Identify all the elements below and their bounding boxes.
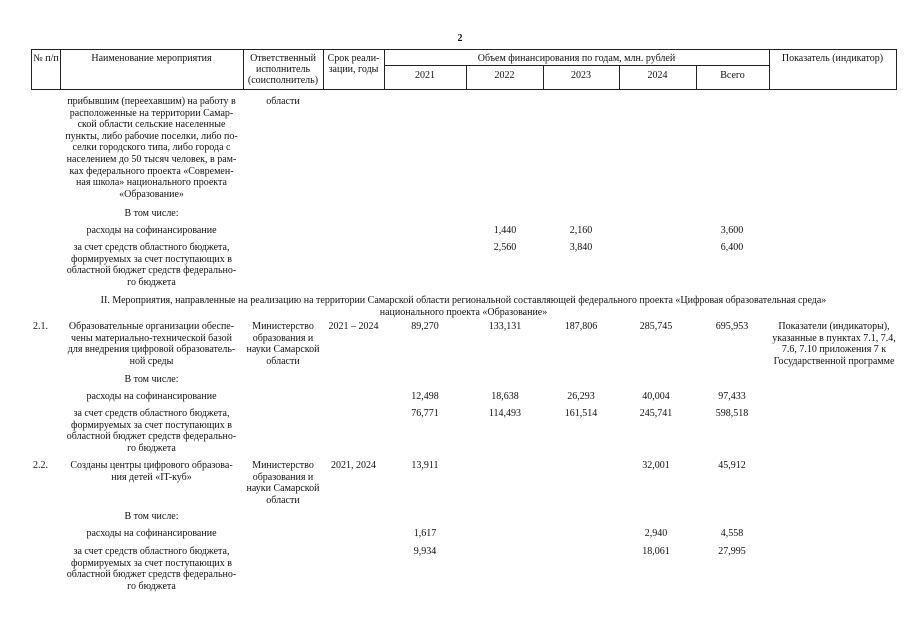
row22-cofin-total: 4,558 [720,528,744,539]
text-line: ная школа» национального проекта [76,177,227,189]
block1-resp: области [266,96,300,107]
text-line: областной бюджет средств федерально- [66,569,237,581]
text-line: за счет средств областного бюджета, [73,408,230,419]
block1-cofin-2023: 2,160 [569,225,593,236]
header-year: 2021 [415,70,435,81]
row21-term: 2021 – 2024 [328,321,379,332]
text-line: науки Самарской [246,483,320,495]
block1-regional-2022: 2,560 [493,242,517,253]
text-line: для внедрения цифровой образователь- [67,344,236,356]
row21-regional-2021: 76,771 [411,408,439,419]
text-line: «Образование» [119,188,184,200]
text-line: области [266,494,300,506]
block1-cofin-label: расходы на софинансирование [86,225,217,236]
text-line: 7.6, 7.10 приложения 7 к [781,344,887,356]
block1-name [60,96,243,200]
text-line: образования и [252,471,314,483]
row21-2021: 89,270 [411,321,439,332]
row21-regional-label [60,408,243,454]
text-line: прибывшим (переехавшим) на работу в [67,96,236,107]
text-line: областной бюджет средств федерально- [66,431,237,443]
text-line: Созданы центры цифрового образова- [70,460,233,471]
text-line: Показатели (индикаторы), [778,321,890,332]
row-number: 2.1. [33,321,48,332]
row22-regional-2024: 18,061 [642,546,670,557]
row21-regional-total: 598,518 [715,408,749,419]
row22-2024: 32,001 [642,460,670,471]
header-col-resp-line: (соисполнитель) [247,75,319,86]
text-line: населением до 50 тысяч человек, в рам- [66,153,237,165]
text-line: го бюджета [127,276,176,288]
row21-2022: 133,131 [488,321,522,332]
text-line: Образовательные организации обеспе- [68,321,235,332]
text-line: Государственной программе [773,355,895,367]
header-col-term [323,53,384,75]
row21-2024: 285,745 [639,321,673,332]
header-col-resp-line: исполнитель [255,64,311,75]
text-line: го бюджета [127,580,176,592]
block1-regional-total: 6,400 [720,242,744,253]
row21-total: 695,953 [715,321,749,332]
block1-incl: В том числе: [124,208,179,219]
text-line: ной среды [129,355,174,367]
text-line: ской области сельские населенные [77,119,226,131]
row21-cofin-2024: 40,004 [642,391,670,402]
text-line: за счет средств областного бюджета, [73,546,230,557]
row22-cofin-label: расходы на софинансирование [86,528,217,539]
text-line: указанные в пунктах 7.1, 7.4, [772,332,896,344]
row22-incl: В том числе: [124,511,179,522]
section-ii-heading [31,295,896,318]
row21-regional-2023: 161,514 [564,408,598,419]
header-col-finance: Объем финансирования по годам, млн. рублей [477,53,676,64]
text-line: областной бюджет средств федерально- [66,265,237,277]
text-line: ния детей «IT-куб» [111,471,192,483]
row22-cofin-2021: 1,617 [413,528,437,539]
row21-regional-2022: 114,493 [488,408,522,419]
row22-name [60,460,243,483]
row21-cofin-2021: 12,498 [411,391,439,402]
header-bottom-border [31,89,896,90]
header-col-term-line: Срок реали- [327,53,380,64]
header-col-no: № п/п [33,53,59,64]
text-line: ках федерального проекта «Современ- [69,165,234,177]
header-year-total: Всего [720,70,745,81]
text-line: формируемых за счет поступающих в [70,419,232,431]
row22-regional-total: 27,995 [718,546,746,557]
row21-cofin-label: расходы на софинансирование [86,391,217,402]
block1-cofin-total: 3,600 [720,225,744,236]
text-line: науки Самарской [246,344,320,356]
header-col-indicator: Показатель (индикатор) [781,53,884,64]
row22-regional-2021: 9,934 [413,546,437,557]
row22-resp [243,460,323,506]
page-number: 2 [457,33,463,44]
text-line: образования и [252,332,314,344]
block1-cofin-2022: 1,440 [493,225,517,236]
table-top-border [31,49,896,50]
row22-regional-label [60,546,243,592]
row22-term: 2021, 2024 [331,460,376,471]
header-col-term-line: зации, годы [328,64,379,75]
text-line: формируемых за счет поступающих в [70,557,232,569]
block1-regional-label [60,242,243,288]
text-line: национального проекта «Образование» [379,306,548,318]
row21-incl: В том числе: [124,374,179,385]
finance-sub-border [384,65,769,66]
row22-total: 45,912 [718,460,746,471]
row21-cofin-total: 97,433 [718,391,746,402]
block1-regional-2023: 3,840 [569,242,593,253]
text-line: чены материально-технической базой [71,332,232,344]
row21-resp [243,321,323,367]
text-line: за счет средств областного бюджета, [73,242,230,253]
row21-name [60,321,243,367]
header-col-resp [243,53,323,86]
header-year: 2023 [571,70,591,81]
text-line: го бюджета [127,442,176,454]
col-divider [896,49,897,90]
text-line: области [266,355,300,367]
text-line: Министерство [252,321,314,332]
header-col-name: Наименование мероприятия [91,53,212,64]
header-col-resp-line: Ответственный [250,53,316,64]
header-year: 2022 [494,70,515,81]
text-line: II. Мероприятия, направленные на реализацию на территории Самарской области региональной составляющей федерального проекта «Цифровая образовательная среда» [100,295,827,306]
header-year: 2024 [647,70,668,81]
row22-2021: 13,911 [411,460,439,471]
text-line: селки городского типа, либо города с [72,142,231,154]
row21-regional-2024: 245,741 [639,408,673,419]
row22-cofin-2024: 2,940 [644,528,668,539]
text-line: формируемых за счет поступающих в [70,253,232,265]
text-line: пункты, либо рабочие поселки, либо по- [65,130,238,142]
row21-cofin-2023: 26,293 [567,391,595,402]
row21-cofin-2022: 18,638 [491,391,519,402]
text-line: расположенные на территории Самар- [69,107,234,119]
row-number: 2.2. [33,460,48,471]
text-line: Министерство [252,460,314,471]
row21-indicator [769,321,899,367]
row21-2023: 187,806 [564,321,598,332]
